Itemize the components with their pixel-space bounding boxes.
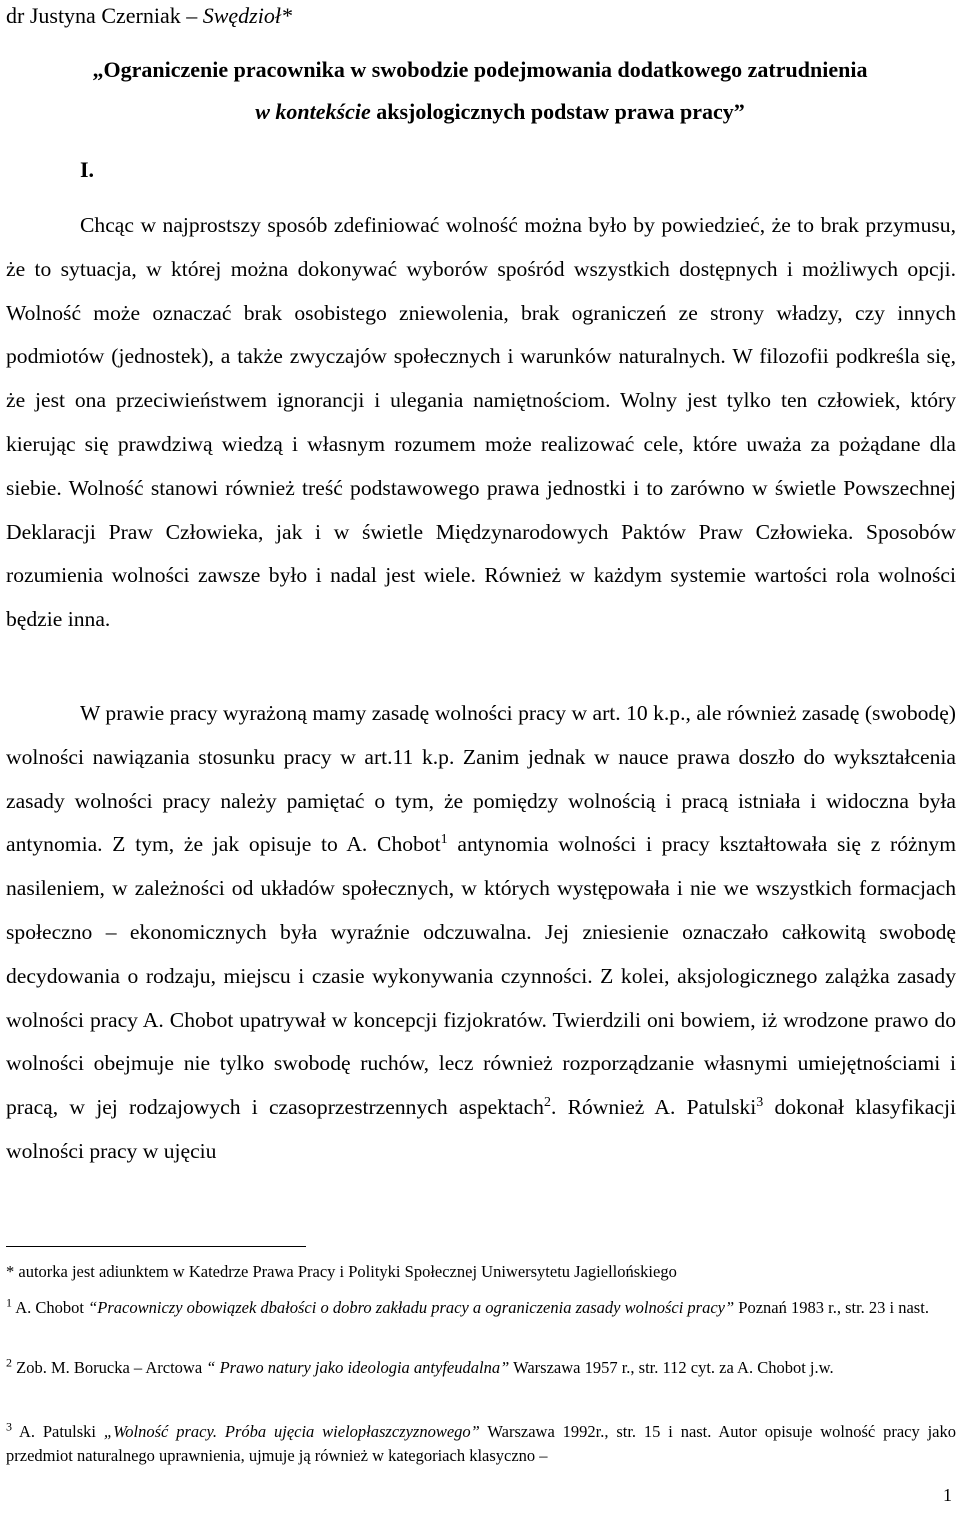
footnote-3-text-a: A. Patulski [12, 1422, 104, 1441]
title-rest: aksjologicznych podstaw prawa pracy” [370, 99, 745, 124]
footnote-ref-1[interactable]: 1 [440, 832, 448, 848]
page-number: 1 [943, 1485, 952, 1505]
footnote-3-text-b: Warszawa 1992r., str. 15 i nast. Autor opisuje wolność pracy jako przedmiot naturalnego uprawnienia, ujmuje ją również w kategoriach klasyczno – [6, 1422, 956, 1465]
author-name-italic: Swędzioł* [202, 3, 292, 28]
footnote-1-text-b: Poznań 1983 r., str. 23 i nast. [734, 1298, 929, 1317]
footnote-2-text-a: Zob. M. Borucka – Arctowa [12, 1358, 207, 1377]
footnote-ref-2[interactable]: 2 [543, 1094, 551, 1110]
author-name: dr Justyna Czerniak – [6, 3, 203, 28]
paragraph-2-text-d: dokonał klasyfikacji wolności pracy w ujęciu [6, 1095, 956, 1163]
footnote-separator [6, 1246, 306, 1247]
title-line-1: „Ograniczenie pracownika w swobodzie podejmowania dodatkowego zatrudnienia [92, 57, 868, 82]
title-line-2 [20, 98, 960, 126]
paragraph-2-text-b: antynomia wolności i pracy kształtowała się z różnym nasileniem, w zależności od układów społecznych, w których występowała i nie we wszystkich formacjach społeczno – ekonomicznych była wyraźnie odczuwalna. Jej zniesienie oznaczało całkowitą swobodę decydowania o rodzaju, miejscu i czasie wykonywania czynności. Z kolei, aksjologicznego zalążka zasady wolności pracy A. Chobot upatrywał w koncepcji fizjokratów. Twierdzili oni bowiem, iż wrodzone prawo do wolności obejmuje nie tylko swobodę ruchów, lecz również rozporządzanie własnymi umiejętnościami i pracą, w jej rodzajowych i czasoprzestrzennych aspektach [6, 832, 956, 1120]
footnote-3-title: „Wolność pracy. Próba ujęcia wielopłaszczyznowego” [103, 1422, 480, 1441]
footnote-1-text-a: A. Chobot [12, 1298, 89, 1317]
footnote-author: * autorka jest adiunktem w Katedrze Prawa Pracy i Polityki Społecznej Uniwersytetu Jagiellońskiego [6, 1262, 677, 1281]
footnote-2-number: 2 [6, 1355, 12, 1370]
footnote-3-number: 3 [6, 1419, 12, 1434]
paragraph-2-text-c: . Również A. Patulski [550, 1095, 757, 1120]
paragraph-2-text-a: W prawie pracy wyrażoną mamy zasadę wolności pracy w art. 10 k.p., ale również zasadę (swobodę) wolności nawiązania stosunku pracy w art.11 k.p. Zanim jednak w nauce prawa doszło do wykształcenia zasady wolności pracy należy pamiętać o tym, że pomiędzy wolnością i pracą istniała i widoczna była antynomia. Z tym, że jak opisuje to A. Chobot [6, 701, 956, 857]
footnote-1 [6, 1296, 956, 1320]
section-heading: I. [80, 157, 95, 182]
paragraph-1 [6, 204, 956, 642]
footnote-2-title: “ Prawo natury jako ideologia antyfeudalna” [206, 1358, 510, 1377]
footnote-1-title: “Pracowniczy obowiązek dbałości o dobro zakładu pracy a ograniczenia zasady wolności pracy” [88, 1298, 735, 1317]
paragraph-2 [6, 692, 956, 1174]
footnote-3 [6, 1420, 956, 1468]
footnote-2-text-b: Warszawa 1957 r., str. 112 cyt. za A. Chobot j.w. [509, 1358, 834, 1377]
footnote-ref-3[interactable]: 3 [756, 1094, 764, 1110]
paragraph-1-text: Chcąc w najprostszy sposób zdefiniować wolność można było by powiedzieć, że to brak przymusu, że to sytuacja, w której można dokonywać wyborów spośród wszystkich dostępnych i możliwych opcji. Wolność może oznaczać brak osobistego zniewolenia, brak ograniczeń ze strony władzy, czy innych podmiotów (jednostek), a także zwyczajów społecznych i warunków naturalnych. W filozofii podkreśla się, że jest ona przeciwieństwem ignorancji i ulegania namiętnościom. Wolny jest tylko ten człowiek, który kierując się prawdziwą wiedzą i własnym rozumem może realizować cele, które uważa za pożądane dla siebie. Wolność stanowi również treść podstawowego prawa jednostki i to zarówno w świetle Powszechnej Deklaracji Praw Człowieka, jak i w świetle Międzynarodowych Paktów Praw Człowieka. Sposobów rozumienia wolności zawsze było i nadal jest wiele. Również w każdym systemie wartości rola wolności będzie inna. [6, 213, 956, 632]
footnote-1-number: 1 [6, 1295, 12, 1310]
title-italic: w kontekście [255, 99, 371, 124]
author-line [6, 2, 292, 30]
footnote-2 [6, 1356, 956, 1380]
